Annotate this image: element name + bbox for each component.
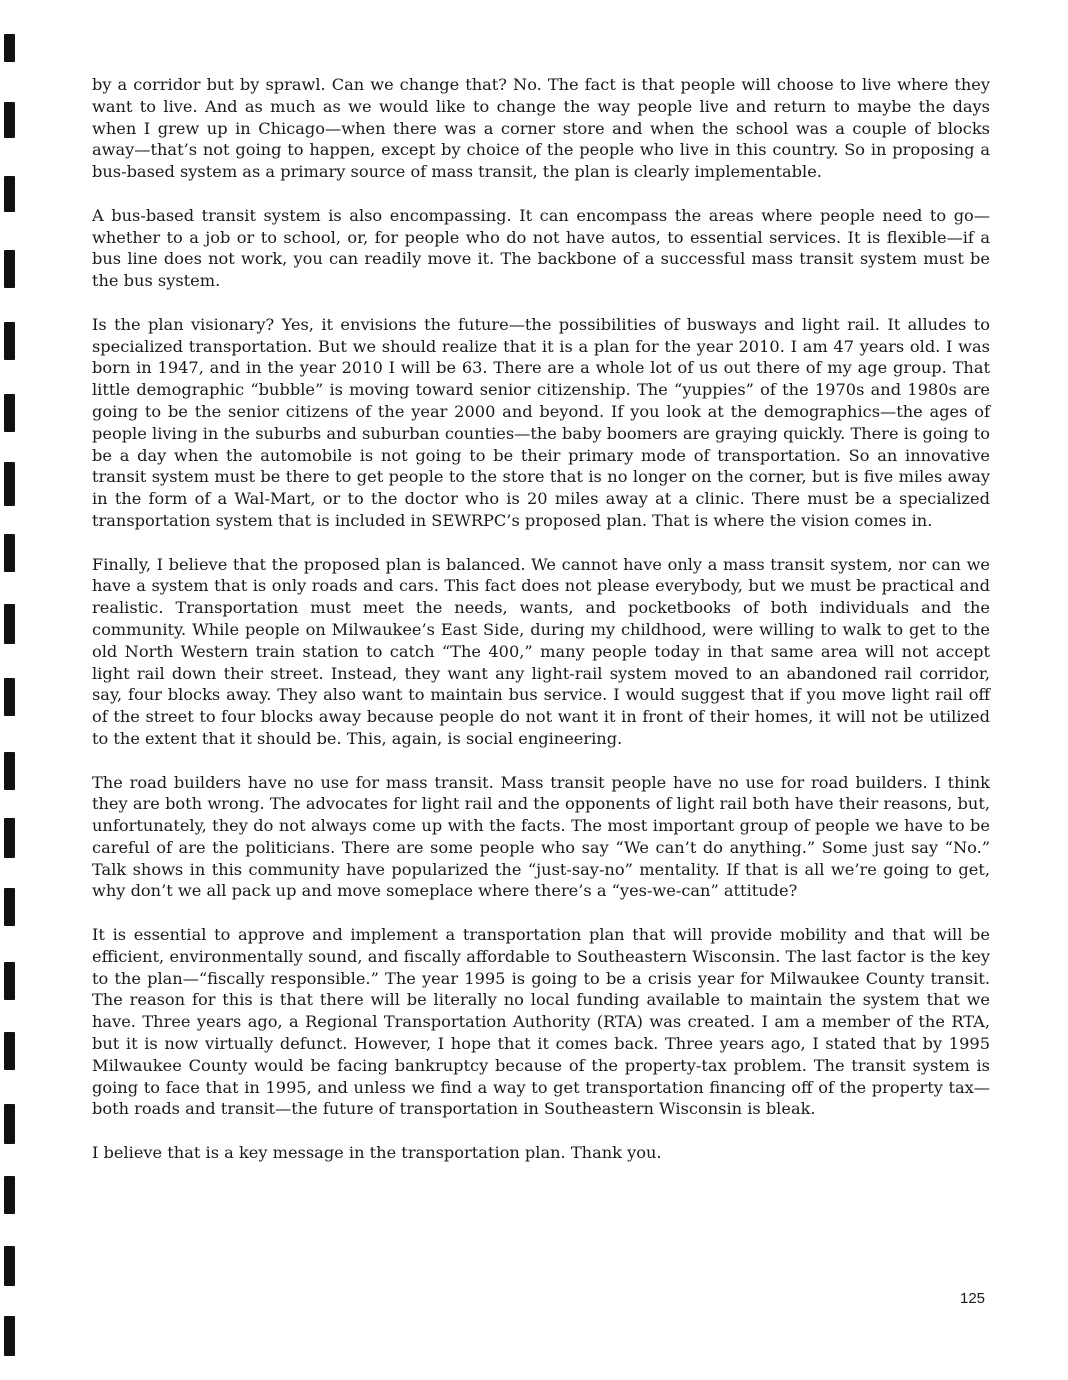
binding-mark: [4, 962, 15, 1000]
binding-mark: [4, 1176, 15, 1214]
page-body: [92, 74, 990, 1186]
paragraph: A bus-based transit system is also encompassing. It can encompass the areas where people need to go—whether to a job or to school, or, for people who do not have autos, to essential services. It is flexible—if a bus line does not work, you can readily move it. The backbone of a successful mass transit system must be the bus system.: [92, 205, 990, 291]
binding-mark: [4, 818, 15, 858]
binding-mark: [4, 888, 15, 926]
paragraph: The road builders have no use for mass transit. Mass transit people have no use for road builders. I think they are both wrong. The advocates for light rail and the opponents of light rail both have their reasons, but, unfortunately, they do not always come up with the facts. The most important group of people we have to be careful of are the politicians. There are some people who say “We can’t do anything.” Some just say “No.” Talk shows in this community have popularized the “just-say-no” mentality. If that is all we’re going to get, why don’t we all pack up and move someplace where there’s a “yes-we-can” attitude?: [92, 772, 990, 901]
paragraph: Is the plan visionary? Yes, it envisions the future—the possibilities of busways and light rail. It alludes to specialized transportation. But we should realize that it is a plan for the year 2010. I am 47 years old. I was born in 1947, and in the year 2010 I will be 63. There are a whole lot of us out there of my age group. That little demographic “bubble” is moving toward senior citizenship. The “yuppies” of the 1970s and 1980s are going to be the senior citizens of the year 2000 and beyond. If you look at the demographics—the ages of people living in the suburbs and suburban counties—the baby boomers are graying quickly. There is going to be a day when the automobile is not going to be their primary mode of transportation. So an innovative transit system must be there to get people to the store that is no longer on the corner, but is five miles away in the form of a Wal-Mart, or to the doctor who is 20 miles away at a clinic. There must be a specialized transportation system that is included in SEWRPC’s proposed plan. That is where the vision comes in.: [92, 314, 990, 530]
binding-mark: [4, 678, 15, 716]
paragraph: by a corridor but by sprawl. Can we change that? No. The fact is that people will choose to live where they want to live. And as much as we would like to change the way people live and return to maybe the days when I grew up in Chicago—when there was a corner store and when the school was a couple of blocks away—that’s not going to happen, except by choice of the people who live in this country. So in proposing a bus-based system as a primary source of mass transit, the plan is clearly implementable.: [92, 75, 990, 182]
binding-mark: [4, 1032, 15, 1070]
binding-mark: [4, 1104, 15, 1144]
paragraph: It is essential to approve and implement a transportation plan that will provide mobility and that will be efficient, environmentally sound, and fiscally affordable to Southeastern Wisconsin. The last factor is the key to the plan—“fiscally responsible.” The year 1995 is going to be a crisis year for Milwaukee County transit. The reason for this is that there will be literally no local funding available to maintain the system that we have. Three years ago, a Regional Transportation Authority (RTA) was created. I am a member of the RTA, but it is now virtually defunct. However, I hope that it comes back. Three years ago, I stated that by 1995 Milwaukee County would be facing bankruptcy because of the property-tax problem. The transit system is going to face that in 1995, and unless we find a way to get transportation financing off of the property tax—both roads and transit—the future of transportation in Southeastern Wisconsin is bleak.: [92, 925, 990, 1119]
paragraph: Finally, I believe that the proposed plan is balanced. We cannot have only a mass transit system, nor can we have a system that is only roads and cars. This fact does not please everybody, but we must be practical and realistic. Transportation must meet the needs, wants, and pocketbooks of both individuals and the community. While people on Milwaukee’s East Side, during my childhood, were willing to walk to get to the old North Western train station to catch “The 400,” many people today in that same area will not accept light rail down their street. Instead, they want any light-rail system moved to an abandoned rail corridor, say, four blocks away. They also want to maintain bus service. I would suggest that if you move light rail off of the street to four blocks away because people do not want it in front of their homes, it will not be utilized to the extent that it should be. This, again, is social engineering.: [92, 554, 990, 748]
binding-mark: [4, 176, 15, 212]
binding-mark: [4, 534, 15, 572]
binding-mark: [4, 752, 15, 790]
binding-mark: [4, 604, 15, 644]
page-number: 125: [960, 1290, 986, 1307]
binding-mark: [4, 250, 15, 288]
binding-marks: [0, 0, 40, 1380]
paragraph: I believe that is a key message in the transportation plan. Thank you.: [92, 1143, 662, 1163]
binding-mark: [4, 322, 15, 360]
binding-mark: [4, 102, 15, 138]
binding-mark: [4, 462, 15, 506]
binding-mark: [4, 394, 15, 432]
binding-mark: [4, 34, 15, 62]
binding-mark: [4, 1246, 15, 1286]
binding-mark: [4, 1316, 15, 1356]
